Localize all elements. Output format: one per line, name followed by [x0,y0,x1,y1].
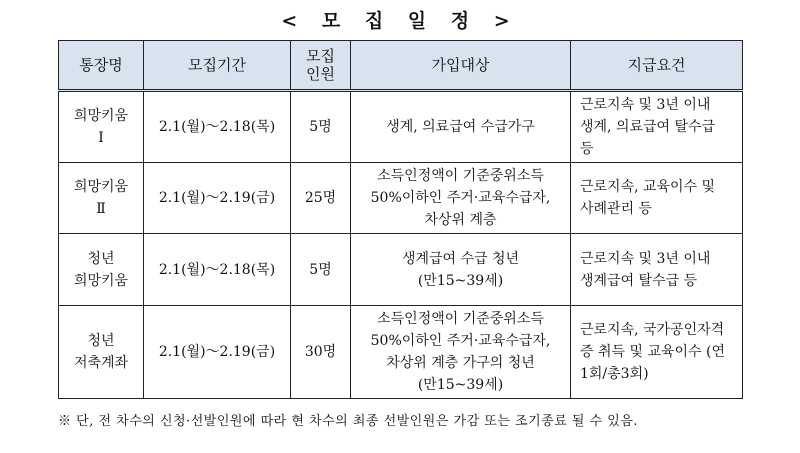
period-cell: 2.1(월)～2.19(금) [144,163,291,234]
requirement-cell: 근로지속, 국가공인자격 증 취득 및 교육이수 (연 1회/총3회) [571,306,743,399]
header-target: 가입대상 [351,41,571,91]
recruitment-schedule-table [58,40,743,399]
target-cell: 소득인정액이 기준중위소득 50%이하인 주거·교육수급자, 차상위 계층 가구의 청년 (만15~39세) [351,306,571,399]
count-cell: 5명 [291,234,351,306]
table-header-row [59,41,743,91]
account-name-cell: 희망키움 Ⅰ [59,91,144,163]
account-name-cell: 청년 희망키움 [59,234,144,306]
table-row [59,306,743,399]
count-cell: 30명 [291,306,351,399]
header-count: 모집 인원 [291,41,351,91]
period-cell: 2.1(월)～2.18(목) [144,91,291,163]
target-cell: 생계, 의료급여 수급가구 [351,91,571,163]
page-title: < 모 집 일 정 > [281,10,519,32]
table-row [59,163,743,234]
table-row [59,91,743,163]
requirement-cell: 근로지속 및 3년 이내 생계, 의료급여 탈수급 등 [571,91,743,163]
target-cell: 소득인정액이 기준중위소득 50%이하인 주거·교육수급자, 차상위 계층 [351,163,571,234]
header-requirement: 지급요건 [571,41,743,91]
requirement-cell: 근로지속, 교육이수 및 사례관리 등 [571,163,743,234]
header-account-name: 통장명 [59,41,144,91]
header-period: 모집기간 [144,41,291,91]
count-cell: 25명 [291,163,351,234]
footnote: ※ 단, 전 차수의 신청·선발인원에 따라 현 차수의 최종 선발인원은 가감 또는 조기종료 될 수 있음. [58,414,639,429]
period-cell: 2.1(월)～2.18(목) [144,234,291,306]
period-cell: 2.1(월)～2.19(금) [144,306,291,399]
table-row [59,234,743,306]
count-cell: 5명 [291,91,351,163]
account-name-cell: 희망키움 Ⅱ [59,163,144,234]
requirement-cell: 근로지속 및 3년 이내 생계급여 탈수급 등 [571,234,743,306]
account-name-cell: 청년 저축계좌 [59,306,144,399]
target-cell: 생계급여 수급 청년 (만15~39세) [351,234,571,306]
